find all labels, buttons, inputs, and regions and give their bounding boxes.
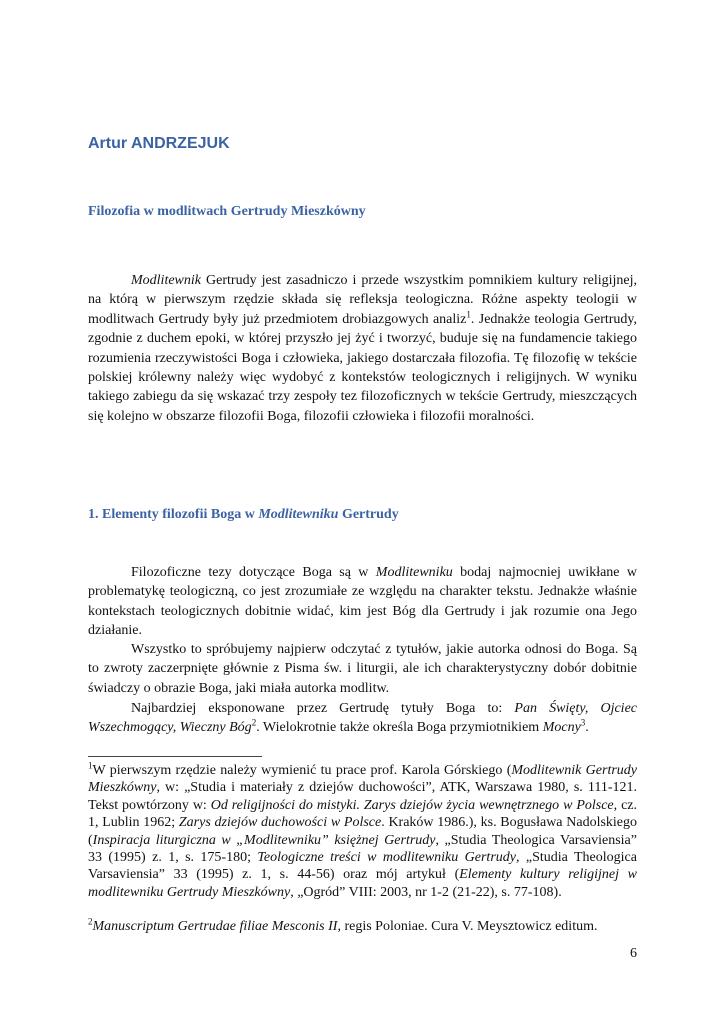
footnote-ref-2[interactable]: 2: [251, 717, 257, 728]
footnote-ref-1[interactable]: 1: [466, 309, 471, 320]
footnote-ref-3[interactable]: 3: [580, 717, 586, 728]
fn1-t4: . Kraków 1986.), ks. Bogusława Nadolskiego (: [88, 815, 638, 848]
section-heading: [88, 507, 399, 523]
fn1-t2: , w: „Studia i materiały z dziejów duchowości”, ATK, Warszawa 1980, s. 111-121. Tekst powtórzony w:: [88, 780, 637, 813]
author-name: Artur ANDRZEJUK: [88, 135, 230, 152]
page-number: 6: [630, 946, 637, 961]
s1p3-a: Najbardziej eksponowane przez Gertrudę tytuły Boga to:: [131, 701, 515, 716]
s1p3-em2: Mocny: [542, 720, 581, 736]
section-heading-b: Gertrudy: [338, 507, 399, 522]
fn2-t1: , regis Poloniae. Cura V. Meysztowicz editum.: [337, 919, 598, 934]
fn1-t7: , „Ogród” VIII: 2003, nr 1-2 (21-22), s. 77-108).: [290, 884, 562, 900]
s1p1-b: bodaj najmocniej uwikłane w problematykę teologiczną, co jest zrozumiałe ze względu na charakter tekstu. Jednakże właśnie kontekstach teologicznych dobitnie widać, kim jest Bóg dla Gertrudy i jak rozumie ona Jego działanie.: [88, 565, 638, 639]
footnote-2: [88, 918, 637, 935]
s1p1-em: Modlitewniku: [375, 565, 453, 580]
section-paragraph-2: Wszystko to spróbujemy najpierw odczytać z tytułów, jakie autorka odnosi do Boga. Są to zwroty zaczerpnięte głównie z Pisma św. i liturgii, ale ich charakterystyczny dobór dobitnie świadczy o obrazie Boga, jaki miała autorka modlitw.: [88, 642, 637, 696]
s1p3-em: Pan Święty, Ojciec Wszechmogący, Wieczny Bóg: [88, 701, 638, 736]
fn1-e4: Inspiracja liturgiczna w „Modlitewniku” księżnej Gertrudy: [92, 832, 436, 848]
footnote-divider: [88, 756, 262, 757]
section-paragraph-3: [88, 699, 637, 738]
footnote-1-number: 1: [88, 760, 93, 771]
s1p1-a: Filozoficzne tezy dotyczące Boga są w: [131, 565, 376, 580]
fn1-t3: , cz. 1, Lublin 1962;: [88, 797, 637, 831]
fn1-t6: , „Studia Theologica Varsaviensia” 33 (1995) z. 1, s. 44-56) oraz mój artykuł (: [88, 850, 637, 883]
intro-text-b: . Jednakże teologia Gertrudy, zgodnie z duchem epoki, w której przyszło jej żyć i tworzyć, buduje się na fundamencie takiego rozumienia rzeczywistości Boga i człowieka, jakiego dostarczała filozofia. Tę filozofię w tekście polskiej królewny należy więc wydobyć z kontekstów teologicznych i religijnych. W wyniku takiego zabiegu da się wskazać trzy zespoły tez filozoficznych w tekście Gertrudy, mieszczących się kolejno w obszarze filozofii Boga, filozofii człowieka i filozofii moralności.: [88, 311, 638, 424]
fn1-e3: Zarys dziejów duchowości w Polsce: [178, 815, 382, 831]
fn1-t5: , „Studia Theologica Varsaviensia” 33 (1995) z. 1, s. 175-180;: [88, 832, 637, 866]
intro-text-a: Gertrudy jest zasadniczo i przede wszystkim pomnikiem kultury religijnej, na którą w pierwszym rzędzie składa się refleksja teologiczna. Różne aspekty teologii w modlitwach Gertrudy były już przedmiotem drobiazgowych analiz: [88, 273, 637, 327]
section-heading-a: 1. Elementy filozofii Boga w: [88, 507, 259, 522]
intro-em: Modlitewnik: [131, 273, 201, 288]
fn1-e5: Teologiczne treści w modlitewniku Gertrudy: [257, 850, 516, 866]
fn1-t1: W pierwszym rzędzie należy wymienić tu prace prof. Karola Górskiego (: [92, 763, 512, 778]
fn1-e6: Elementy kultury religijnej w modlitewniku Gertrudy Mieszkówny: [88, 867, 637, 900]
fn2-e1: Manuscriptum Gertrudae filiae Mesconis II: [92, 919, 338, 934]
intro-paragraph: [88, 271, 637, 426]
footnote-1: [88, 762, 637, 901]
footnote-2-number: 2: [88, 916, 93, 927]
s1p3-b: . Wielokrotnie także określa Boga przymiotnikiem: [256, 720, 543, 736]
article-title: Filozofia w modlitwach Gertrudy Mieszkówny: [88, 204, 366, 219]
s1p3-c: .: [585, 720, 589, 736]
fn1-e2: Od religijności do mistyki. Zarys dziejów życia wewnętrznego w Polsce: [210, 797, 614, 813]
section-paragraph-1: [88, 563, 637, 641]
fn1-e1: Modlitewnik Gertrudy Mieszkówny: [88, 763, 637, 796]
section-heading-em: Modlitewniku: [258, 507, 339, 522]
